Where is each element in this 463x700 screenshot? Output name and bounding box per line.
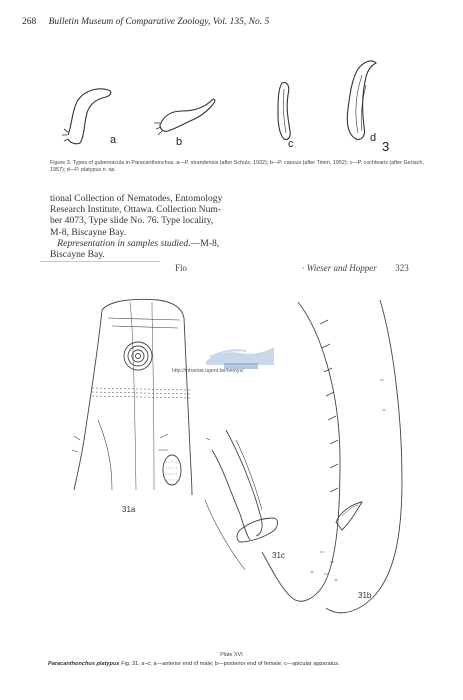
drawing-b: [160, 99, 215, 131]
page-number: 268: [22, 17, 37, 27]
label-a: a: [110, 134, 117, 146]
gubernacula-figure: [50, 55, 430, 165]
label-c: c: [288, 138, 294, 150]
page-number-2: 323: [395, 263, 409, 273]
plate-caption: [48, 661, 438, 668]
divider: [40, 261, 160, 262]
label-d: d: [370, 132, 377, 144]
running-head-2: Flo · Wieser and Hopper 323: [175, 263, 409, 273]
label-31a: 31a: [122, 505, 136, 514]
label-b: b: [176, 136, 183, 148]
body-line: Biscayne Bay.: [50, 249, 105, 261]
journal-title: Bulletin Museum of Comparative Zoology, Vol. 135, No. 5: [48, 17, 270, 27]
figure-caption: Figure 3. Types of gubernacula in Paracanthonchus. a—P. strandensis (after Schulz, 1932); b—P. caecus (after Timm, 1952); c—P. cochlearis (after Gerlach, 1957); d—P. platypus n. sp.: [50, 160, 424, 173]
body-line: tional Collection of Nematodes, Entomology: [50, 193, 223, 204]
watermark-url: http://intramar.ugent.be/nemys/: [172, 368, 244, 374]
caption-genus: Paracanthonchus platypus: [48, 661, 120, 667]
posterior-end-31b: [262, 300, 402, 613]
label-31b: 31b: [358, 591, 372, 600]
body-line: Research Institute, Ottawa. Collection Num-: [50, 204, 222, 216]
anterior-end-31a: [72, 299, 192, 495]
caption-text: Fig. 31, a–c; a—anterior end of male; b—posterior end of female; c—spicular apparatus.: [121, 661, 340, 667]
body-line: ber 4073, Type slide No. 76. Type locality,: [50, 215, 214, 227]
label-3: 3: [382, 139, 390, 154]
body-line: M-8, Biscayne Bay.: [50, 226, 127, 238]
authors: Wieser and Hopper: [306, 263, 377, 273]
body-line: Representation in samples studied.—M-8,: [57, 237, 220, 249]
running-head: [22, 17, 442, 27]
running-head-left: Flo: [175, 263, 188, 273]
representation-heading: Representation in samples studied.: [57, 237, 191, 249]
spicular-apparatus-31c: [205, 430, 278, 570]
label-31c: 31c: [272, 551, 285, 560]
plate-label: Plate XVI: [220, 652, 243, 658]
body-text: [50, 193, 282, 260]
drawing-a: [68, 89, 111, 144]
